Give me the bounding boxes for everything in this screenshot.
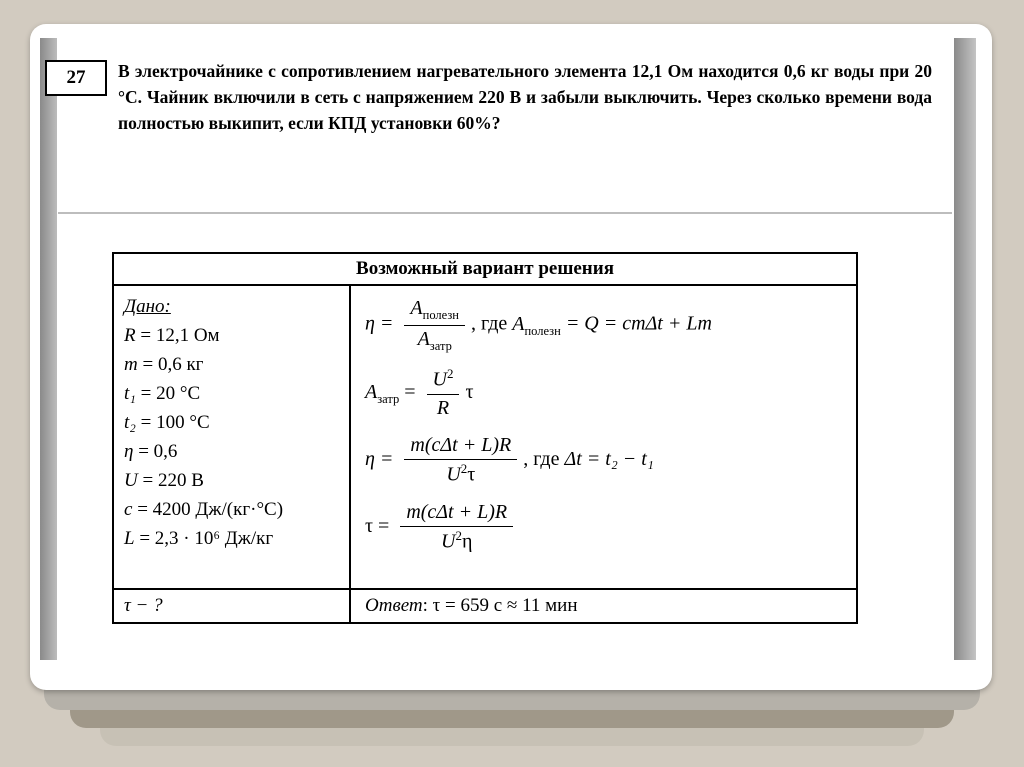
fraction-numerator: $A_{полезн}$	[404, 296, 465, 326]
given-var: R	[124, 325, 136, 346]
fraction-numerator: m(cΔt + L)R	[404, 433, 517, 460]
given-item	[124, 350, 339, 379]
given-var: c	[124, 499, 133, 520]
useful-work-term: $A_{полезн}$	[512, 312, 561, 338]
given-item	[124, 408, 339, 437]
formula-efficiency-expanded	[365, 433, 846, 488]
formula-time-result	[365, 500, 846, 555]
formula-lhs: η =	[365, 312, 399, 335]
formula-rest: Δt = t₂ − t₁	[564, 447, 654, 470]
given-item	[124, 379, 339, 408]
formula-efficiency-definition	[365, 296, 846, 354]
given-var: t₂	[124, 412, 136, 433]
given-var: U	[124, 470, 138, 491]
given-item	[124, 524, 339, 553]
given-value: = 0,6	[133, 441, 178, 462]
right-shadow-bar	[954, 38, 976, 660]
fraction	[404, 296, 465, 354]
formulas-column	[351, 286, 856, 588]
given-column	[114, 286, 351, 588]
answer-value: : τ = 659 с ≈ 11 мин	[422, 595, 578, 616]
answer-label: Ответ	[365, 595, 423, 616]
fraction	[427, 366, 460, 421]
given-value: = 2,3 · 10⁶ Дж/кг	[134, 528, 274, 549]
tau-factor: τ	[465, 381, 474, 404]
given-value: = 20 °С	[135, 383, 201, 404]
given-var: m	[124, 354, 138, 375]
table-footer	[114, 588, 856, 622]
given-value: = 12,1 Ом	[135, 325, 220, 346]
question-cell	[114, 590, 351, 622]
given-var: η	[124, 441, 134, 462]
problem-text: В электрочайнике с сопротивлением нагревательного элемента 12,1 Ом находится 0,6 кг воды при 20 °С. Чайник включили в сеть с напряжением 220 В и забыли выключить. Через сколько времени вода полностью выкипит, если КПД установки 60%?	[118, 61, 932, 133]
section-divider	[58, 212, 952, 214]
fraction	[400, 500, 513, 555]
fraction-numerator: $U^2$	[427, 366, 460, 395]
given-label: Дано:	[124, 296, 171, 317]
given-item	[124, 466, 339, 495]
left-shadow-bar	[40, 38, 57, 660]
given-value: = 0,6 кг	[137, 354, 204, 375]
fraction-denominator: R	[436, 396, 450, 419]
fraction-denominator: $U^2\tau$	[446, 460, 476, 486]
answer-cell	[351, 590, 856, 622]
given-item	[124, 437, 339, 466]
where-text: , где	[470, 312, 513, 335]
formula-lhs: $A_{затр}$ =	[365, 381, 421, 407]
problem-number-box: 27	[45, 60, 107, 96]
given-var: t₁	[124, 383, 136, 404]
fraction-numerator: m(cΔt + L)R	[400, 500, 513, 527]
formula-rest: = Q = cmΔt + Lm	[560, 312, 712, 335]
given-item	[124, 321, 339, 350]
fraction-denominator: $U^2\eta$	[441, 527, 473, 553]
table-header: Возможный вариант решения	[114, 254, 856, 286]
formula-work-spent	[365, 366, 846, 421]
given-var: L	[124, 528, 135, 549]
solution-table	[112, 252, 858, 624]
given-item	[124, 495, 339, 524]
table-body	[114, 286, 856, 588]
where-text: , где	[523, 447, 565, 470]
question-text: τ − ?	[124, 595, 163, 616]
given-value: = 100 °С	[135, 412, 210, 433]
formula-lhs: τ =	[365, 514, 395, 537]
formula-lhs: η =	[365, 447, 399, 470]
given-value: = 220 В	[137, 470, 204, 491]
given-value: = 4200 Дж/(кг·°С)	[132, 499, 284, 520]
fraction-denominator: $A_{затр}$	[417, 327, 452, 353]
slide	[30, 24, 992, 690]
fraction	[404, 433, 517, 488]
